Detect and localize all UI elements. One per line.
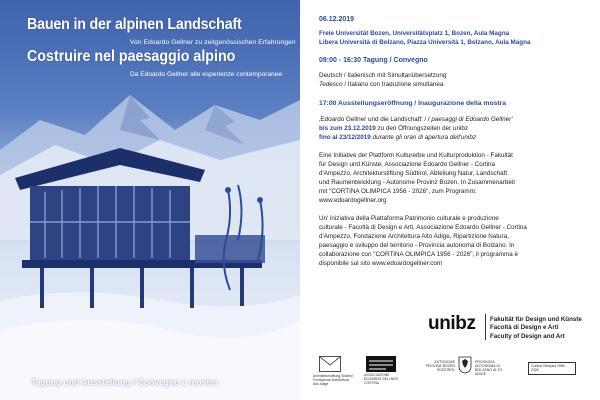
exhibition-until-german: [319, 125, 468, 134]
exhibition-opening: 17:00 Ausstellungseröffnung / Inaugurazione della mostra: [319, 100, 507, 107]
subtitle-german: Von Edoardo Gellner zu zeitgenössischen Erfahrungen: [130, 39, 296, 46]
initiative-line: collaborazione con "CORTINA OLIMPICA 1956 - 2026", il programma è: [319, 251, 518, 258]
subtitle-italian: Da Edoardo Gellner alle esperienze contemporanee: [130, 71, 283, 78]
unibz-logo: unibz: [428, 313, 476, 334]
logo-divider: [485, 314, 486, 340]
event-date: 06.12.2019: [319, 16, 355, 23]
partner-architekturstiftung: Architekturstiftung Südtirol Fondazione Architettura Alto Adige: [313, 374, 353, 386]
language-italian-rest: / Italiano con traduzione simultanea: [342, 81, 444, 88]
venue-german: Freie Universität Bozen, Universitätsplatz 1, Bozen, Aula Magna: [319, 30, 510, 37]
initiative-line: d'Ampezzo, Fondazione Architettura Alto Adige, Ripartizione Natura,: [319, 233, 509, 240]
exhibition-title-italian: I paesaggi di Edoardo Gellner‘: [427, 116, 513, 123]
initiative-line: disponibile sul sito www.edoardogellner.com: [319, 260, 443, 267]
until-date-german: bis zum 23.12.2019: [319, 125, 376, 132]
initiative-line: und Raumentwicklung - Autonome Provinz Bozen. In Zusammenarbeit: [319, 179, 516, 186]
faculty-german: Fakultät für Design und Künste: [490, 316, 582, 323]
initiative-line: für Design und Künste, Associazione Edoardo Gellner - Cortina: [319, 161, 496, 168]
initiative-line: paesaggio e sviluppo del territorio - Provincia autonoma di Bolzano. In: [319, 242, 515, 249]
faculty-italian: Facoltà di Design e Arti: [490, 324, 559, 332]
initiative-line: Un' iniziativa della Piattaforma Patrimonio culturale e produzione: [319, 215, 499, 222]
title-german: Bauen in der alpinen Landschaft: [27, 16, 242, 33]
envelope-logo-icon: [319, 356, 341, 372]
initiative-line: d'Ampezzo, Architekturstiftung Südtirol, Abteilung Natur, Landschaft: [319, 170, 508, 177]
province-bozen-logo-icon: AUTONOME PROVINZ BOZEN SÜDTIROL: [425, 360, 455, 372]
partner-gellner-association: ASSOCIAZIONE EDOARDO GELLNER CORTINA: [364, 373, 398, 385]
event-tagline: Tagung und Ausstellung / Convegno e mostra: [31, 377, 218, 387]
partner-cortina-olimpica: Cortina Olimpica 1956 - 2026: [531, 364, 567, 372]
venue-italian: Libera Università di Bolzano, Piazza Università 1, Bolzano, Aula Magna: [319, 39, 531, 46]
initiative-line: culturale - Facoltà di Design e Arti, Associazione Edoardo Gellner - Cortina: [319, 224, 527, 231]
language-italian: [319, 81, 443, 90]
initiative-line: Eine Initiative der Plattform Kulturerbe und Kulturproduktion - Fakultät: [319, 152, 513, 159]
initiative-link[interactable]: www.edoardogellner.org: [319, 197, 387, 204]
partner-provincia: PROVINCIA AUTONOMA DI BOLZANO ALTO ADIGE: [475, 360, 503, 376]
until-date-italian: fino al 23/12/2019: [319, 134, 371, 141]
initiative-line: mit "CORTINA OLIMPICA 1956 - 2026", zum Programm:: [319, 188, 477, 195]
faculty-names: [490, 316, 582, 341]
gellner-association-logo-icon: [366, 356, 396, 372]
conference-time: 09:00 - 16:30 Tagung / Convegno: [319, 57, 428, 64]
faculty-english: Faculty of Design and Art: [490, 332, 565, 340]
language-german: Deutsch / Italienisch mit Simultanübersetzung: [319, 72, 447, 79]
exhibition-until-italian: [319, 134, 476, 143]
title-italian: Costruire nel paesaggio alpino: [27, 48, 236, 65]
until-text-italian: durante gli orari di apertura dell'unibz: [370, 134, 476, 141]
until-text-german: zu den Öffnungszeiten der unibz: [375, 125, 469, 132]
language-italian-italic: Tedesco: [319, 81, 343, 88]
exhibition-title: [319, 116, 513, 125]
eagle-crest-icon: [458, 356, 472, 374]
exhibition-title-german: ‚Edoardo Gellner und die Landschaft‘ /: [319, 116, 428, 123]
